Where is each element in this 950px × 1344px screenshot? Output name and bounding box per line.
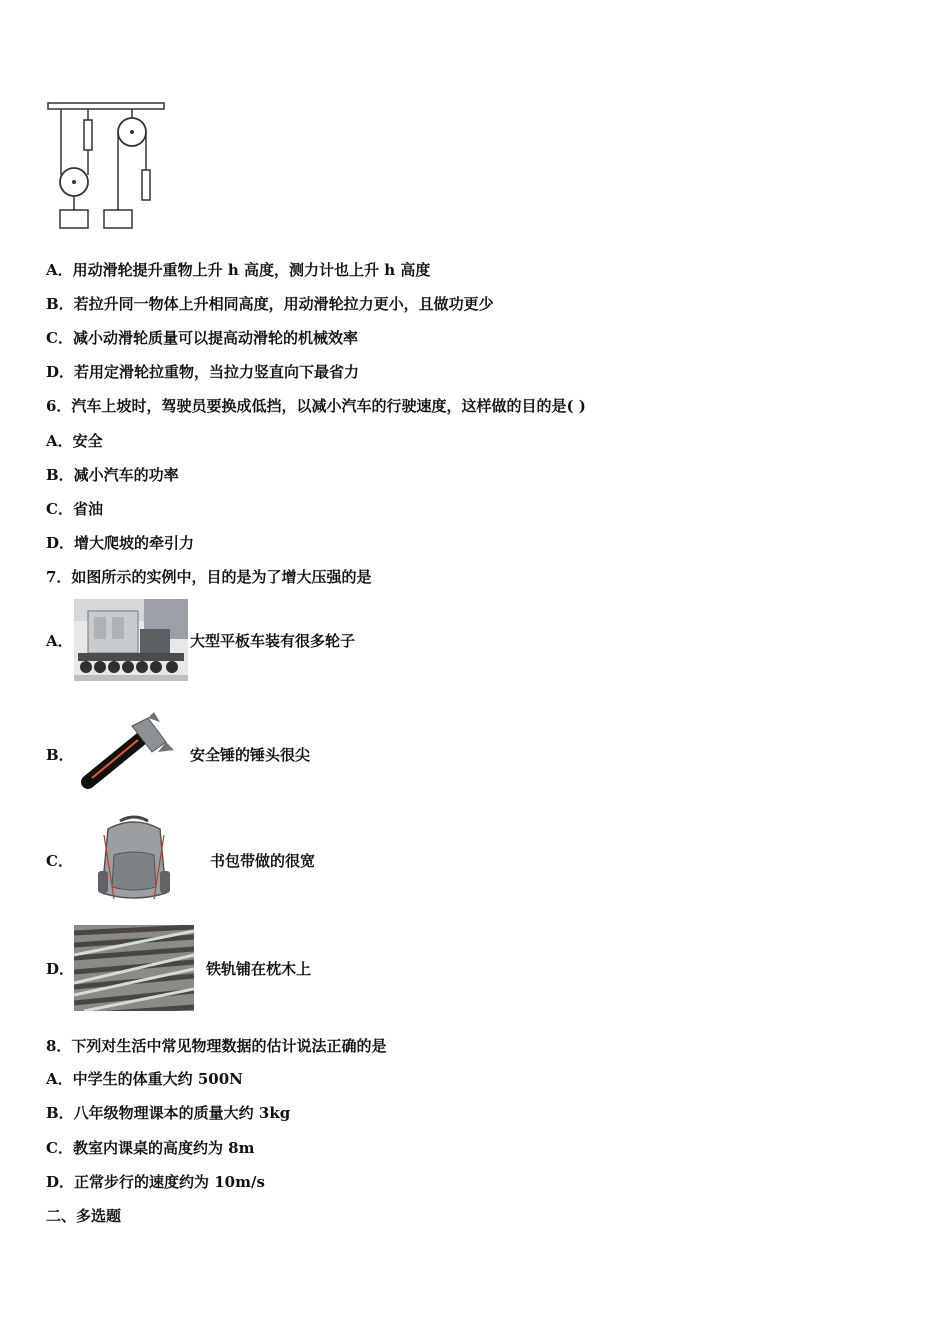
q6-option-a: A．安全	[46, 432, 103, 450]
option-text: 铁轨铺在枕木上	[206, 959, 312, 978]
option-text: 安全锤的锤头很尖	[190, 745, 311, 764]
option-letter: D．	[46, 959, 75, 978]
railway-track-image	[74, 925, 194, 1011]
q8-option-a: A．中学生的体重大约 500N	[46, 1070, 243, 1088]
backpack-image	[74, 815, 200, 905]
pulley-figure	[46, 100, 168, 232]
q6-option-b: B．减小汽车的功率	[46, 466, 179, 484]
safety-hammer-image	[74, 712, 184, 796]
q8-option-c: C．教室内课桌的高度约为 8m	[46, 1139, 255, 1157]
q7-option-c	[46, 815, 315, 905]
option-letter: C．	[46, 851, 73, 870]
q7-stem: 7．如图所示的实例中，目的是为了增大压强的是	[46, 568, 372, 586]
q5-option-c: C．减小动滑轮质量可以提高动滑轮的机械效率	[46, 329, 358, 347]
q8-stem: 8．下列对生活中常见物理数据的估计说法正确的是	[46, 1037, 387, 1055]
option-text: 大型平板车装有很多轮子	[190, 631, 356, 650]
q7-option-b	[46, 712, 310, 796]
q6-stem: 6．汽车上坡时，驾驶员要换成低挡，以减小汽车的行驶速度，这样做的目的是( )	[46, 397, 586, 415]
q8-option-d: D．正常步行的速度约为 10m/s	[46, 1173, 265, 1191]
q7-option-d	[46, 925, 311, 1011]
option-letter: A．	[46, 631, 73, 650]
q5-option-d: D．若用定滑轮拉重物，当拉力竖直向下最省力	[46, 363, 360, 381]
option-text: 书包带做的很宽	[210, 851, 316, 870]
q5-option-b: B．若拉升同一物体上升相同高度，用动滑轮拉力更小，且做功更少	[46, 295, 494, 313]
q6-option-d: D．增大爬坡的牵引力	[46, 534, 195, 552]
q8-option-b: B．八年级物理课本的质量大约 3kg	[46, 1104, 291, 1122]
q5-option-a: A．用动滑轮提升重物上升 h 高度，测力计也上升 h 高度	[46, 261, 431, 279]
q7-option-a	[46, 599, 355, 681]
flatbed-truck-image	[74, 599, 188, 681]
q6-option-c: C．省油	[46, 500, 103, 518]
option-letter: B．	[46, 745, 74, 764]
section-heading: 二、多选题	[46, 1207, 122, 1225]
